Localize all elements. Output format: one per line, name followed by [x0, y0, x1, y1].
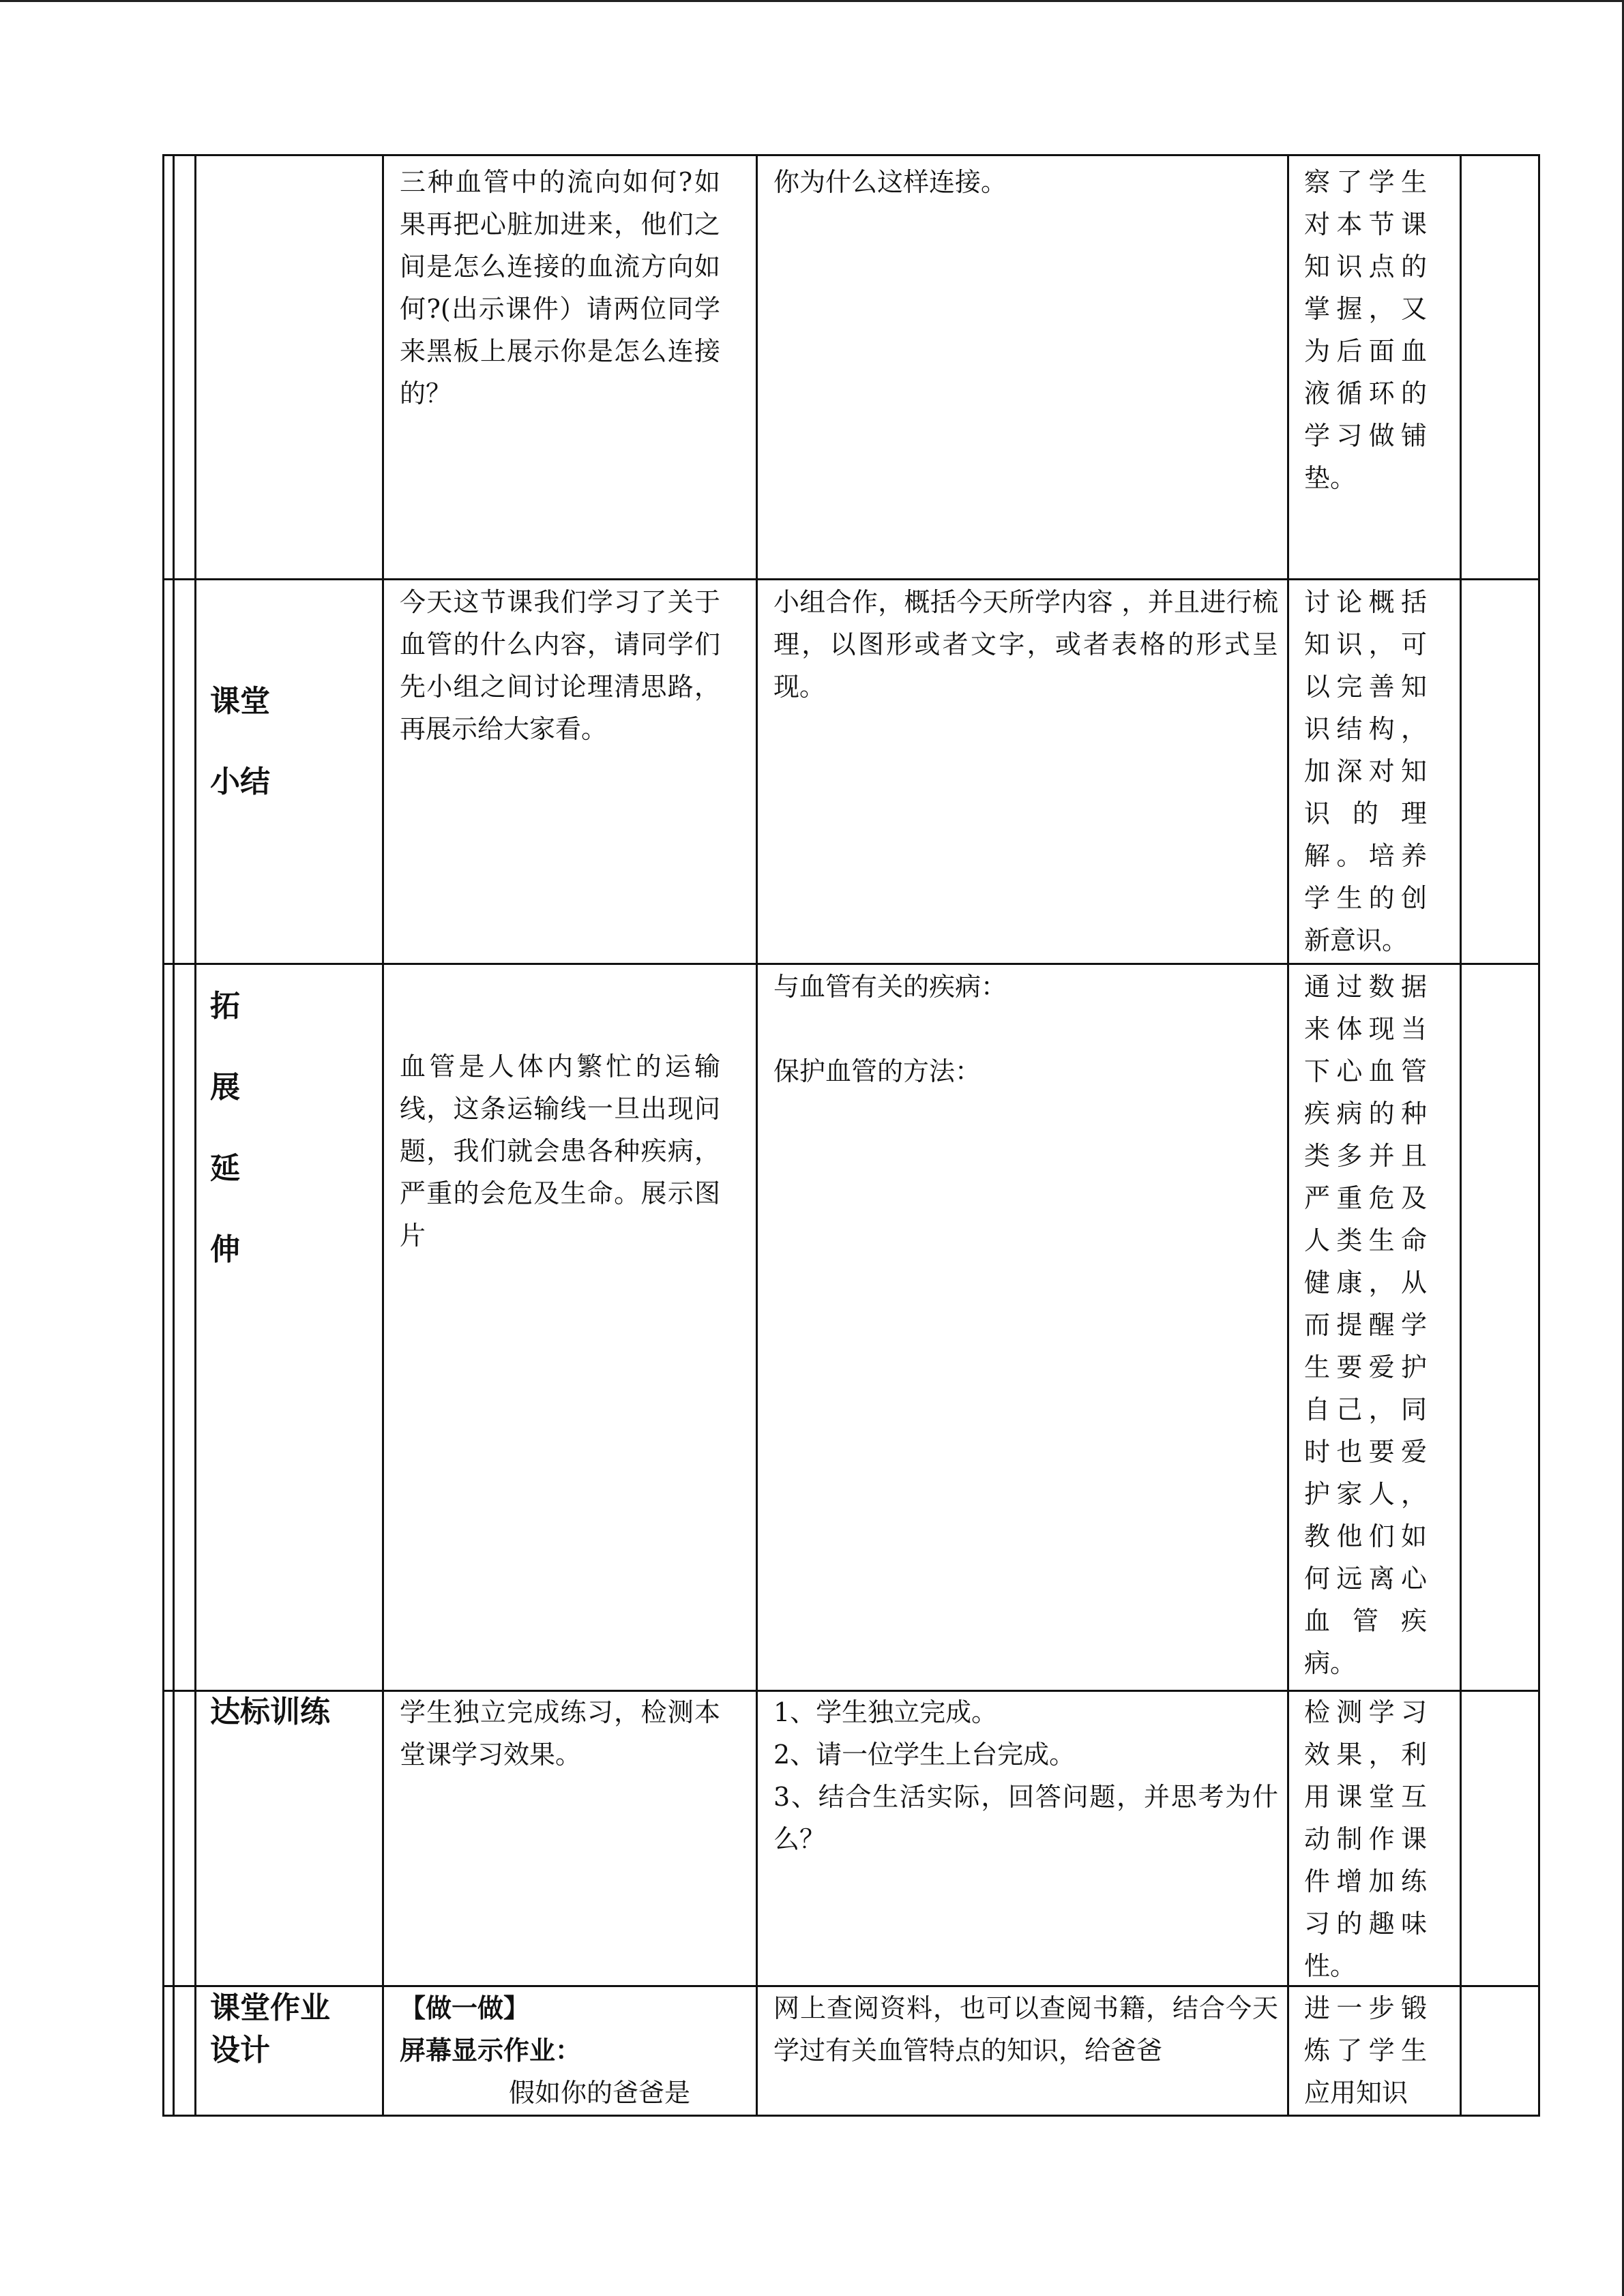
student-activity-item: 3、结合生活实际，回答问题，并思考为什么？ [773, 1782, 1278, 1854]
teacher-activity-cell [400, 1691, 720, 1776]
page-top-rule [0, 0, 1624, 2]
teacher-activity-text: 学生独立完成练习，检测本堂课学习效果。 [400, 1697, 720, 1770]
design-intent-cell [1304, 581, 1427, 961]
stage-label-summary [210, 661, 374, 822]
column-border [1538, 154, 1540, 2117]
table-top-border [162, 154, 1540, 156]
teacher-activity-text: 假如你的爸爸是 [509, 2078, 691, 2108]
student-activity-text: 小组合作，概括今天所学内容 ，并且进行梳理，以图形或者文字，或者表格的形式呈现。 [773, 587, 1278, 702]
stage-label-line: 小结 [210, 764, 270, 799]
teacher-activity-cell [400, 581, 720, 750]
student-activity-item: 1、学生独立完成。 [773, 1697, 998, 1727]
stage-label-line: 课堂作业 [210, 1991, 330, 2025]
student-activity-text: 你为什么这样连接。 [773, 167, 1007, 197]
homework-subheading: 屏幕显示作业： [400, 2036, 582, 2066]
column-border [194, 154, 196, 2117]
student-activity-text: 保护血管的方法： [773, 1056, 981, 1086]
design-intent-cell [1304, 966, 1427, 1684]
student-activity-cell [773, 966, 1278, 1092]
stage-label-char: 拓 [210, 989, 240, 1024]
student-activity-item: 2、请一位学生上台完成。 [773, 1740, 1076, 1770]
design-intent-cell [1304, 161, 1427, 499]
row-divider [162, 578, 1540, 580]
student-activity-text: 网上查阅资料，也可以查阅书籍，结合今天学过有关血管特点的知识，给爸爸 [773, 1993, 1278, 2066]
design-intent-text: 检测学习效果，利用课堂互动制作课件增加练习的趣味性。 [1304, 1697, 1427, 1981]
student-activity-cell [773, 161, 1278, 203]
design-intent-text: 察了学生对本节课知识点的掌握，又为后面血液循环的学习做铺垫。 [1304, 167, 1427, 493]
student-activity-text: 与血管有关的疾病： [773, 972, 1007, 1002]
design-intent-text: 进一步锻炼了学生应用知识 [1304, 1993, 1427, 2108]
teacher-activity-text: 血管是人体内繁忙的运输线，这条运输线一旦出现问题，我们就会患各种疾病，严重的会危及生命。展示图片 [400, 1052, 720, 1251]
stage-label-char: 伸 [210, 1232, 240, 1267]
design-intent-cell [1304, 1691, 1427, 1987]
stage-label-extension [210, 966, 374, 1290]
homework-heading: 【做一做】 [400, 1993, 530, 2023]
column-border [162, 154, 164, 2117]
teacher-activity-cell [400, 161, 720, 415]
stage-label-line: 达标训练 [210, 1695, 330, 1729]
student-activity-cell [773, 1691, 1278, 1860]
teacher-activity-cell [400, 1987, 720, 2114]
design-intent-text: 讨论概括知识，可以完善知识结构，加深对知识的理解。培养学生的创新意识。 [1304, 587, 1427, 955]
teacher-activity-text: 今天这节课我们学习了关于血管的什么内容，请同学们先小组之间讨论理清思路，再展示给大家看。 [400, 587, 720, 744]
design-intent-text: 通过数据来体现当下心血管疾病的种类多并且严重危及人类生命健康，从而提醒学生要爱护自己，同时也要爱护家人，教他们如何远离心血管疾病。 [1304, 972, 1427, 1678]
stage-label-line: 设计 [210, 2033, 270, 2068]
column-border [756, 154, 758, 2117]
stage-label-homework [210, 1987, 381, 2072]
student-activity-cell [773, 1987, 1278, 2072]
column-border [1460, 154, 1462, 2117]
stage-label-practice [210, 1691, 381, 1733]
table-bottom-border [162, 2115, 1540, 2117]
teacher-activity-cell [400, 1045, 720, 1257]
student-activity-cell [773, 581, 1278, 708]
stage-label-line: 课堂 [210, 684, 270, 719]
teacher-activity-text: 三种血管中的流向如何?如果再把心脏加进来，他们之间是怎么连接的血流方向如何?(出示课件）请两位同学来黑板上展示你是怎么连接的？ [400, 167, 720, 408]
stage-label-char: 延 [210, 1151, 240, 1186]
row-divider [162, 963, 1540, 965]
column-border [1287, 154, 1289, 2117]
column-border [382, 154, 384, 2117]
stage-label-char: 展 [210, 1070, 240, 1105]
design-intent-cell [1304, 1987, 1427, 2114]
column-border [173, 154, 175, 2117]
